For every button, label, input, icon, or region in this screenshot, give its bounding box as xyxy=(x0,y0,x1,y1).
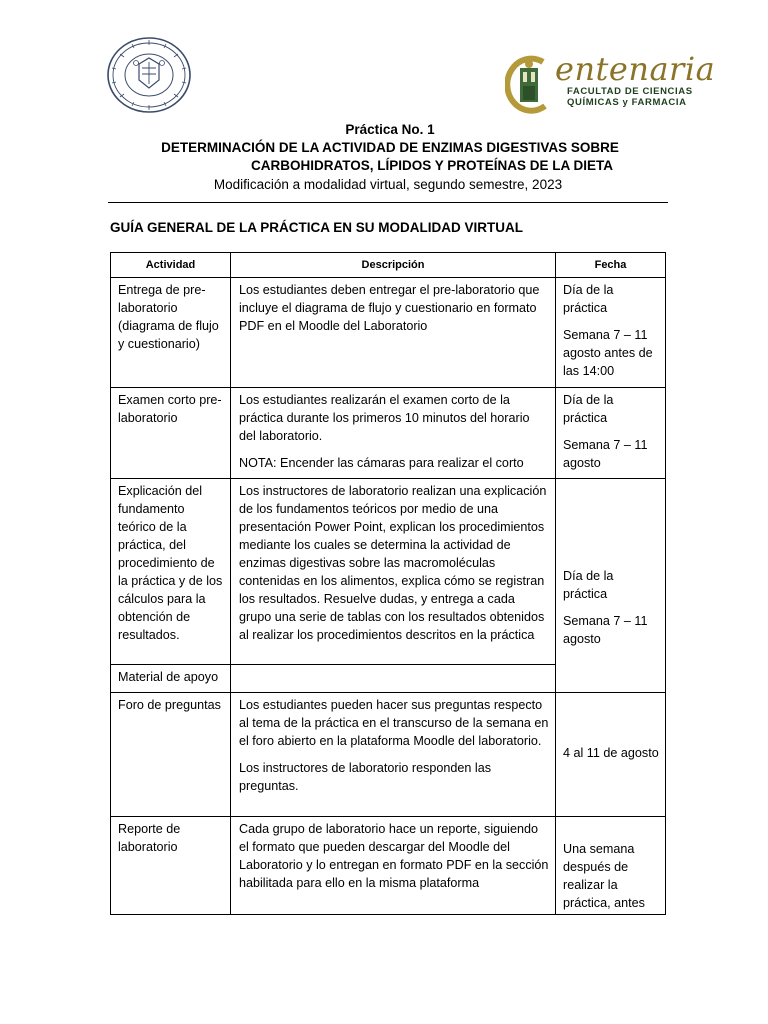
description-text: Los instructores de laboratorio responden las preguntas. xyxy=(239,761,492,793)
table-header-row xyxy=(111,253,666,278)
description-text: Los estudiantes realizarán el examen corto de la práctica durante los primeros 10 minutos del horario del laboratorio. xyxy=(239,393,530,443)
logo-faculty-line1: FACULTAD DE CIENCIAS xyxy=(567,86,693,97)
date-text: 4 al 11 de agosto xyxy=(563,746,659,760)
logo-brand-text: entenaria xyxy=(555,50,716,88)
description-text: Cada grupo de laboratorio hace un reporte, siguiendo el formato que pueden descargar del Moodle del Laboratorio y lo entregan en formato PDF en la sección habilitada para ello en la misma plataforma xyxy=(239,822,549,890)
date-cell xyxy=(556,479,666,693)
description-cell xyxy=(231,388,556,479)
activity-cell: Foro de preguntas xyxy=(111,693,231,817)
column-header-date: Fecha xyxy=(556,253,666,278)
centenaria-faculty-logo xyxy=(505,50,716,116)
table-row xyxy=(111,479,666,665)
activity-cell: Explicación del fundamento teórico de la práctica, del procedimiento de la práctica y de los cálculos para la obtención de resultados. xyxy=(111,479,231,665)
date-text: Día de la práctica xyxy=(563,283,614,315)
activity-cell: Examen corto pre-laboratorio xyxy=(111,388,231,479)
description-cell xyxy=(231,693,556,817)
date-text: Semana 7 – 11 agosto xyxy=(563,614,648,646)
practice-number: Práctica No. 1 xyxy=(345,122,435,137)
date-text: Semana 7 – 11 agosto xyxy=(563,438,648,470)
description-text: Los estudiantes deben entregar el pre-laboratorio que incluye el diagrama de flujo y cuestionario en formato PDF en el Moodle del Laboratorio xyxy=(239,283,540,333)
table-row xyxy=(111,693,666,817)
section-title: GUÍA GENERAL DE LA PRÁCTICA EN SU MODALIDAD VIRTUAL xyxy=(110,220,524,235)
activity-cell: Entrega de pre-laboratorio (diagrama de flujo y cuestionario) xyxy=(111,278,231,388)
description-cell xyxy=(231,278,556,388)
date-text: Día de la práctica xyxy=(563,393,614,425)
date-text: Día de la práctica xyxy=(563,569,614,601)
date-text: Una semana después de realizar la práctica, antes xyxy=(563,842,645,910)
date-cell xyxy=(556,817,666,915)
university-seal-logo xyxy=(106,36,192,114)
centenaria-emblem-icon xyxy=(505,50,555,116)
description-cell xyxy=(231,479,556,665)
description-note: NOTA: Encender las cámaras para realizar el corto xyxy=(239,456,524,470)
description-text: Los estudiantes pueden hacer sus preguntas respecto al tema de la práctica en el transcurso de la semana en el foro abierto en la plataforma Moodle del laboratorio. xyxy=(239,698,549,748)
date-cell xyxy=(556,278,666,388)
logo-faculty-line2: QUÍMICAS y FARMACIA xyxy=(567,97,687,108)
practice-guide-table xyxy=(110,252,666,915)
table-row xyxy=(111,817,666,915)
document-title-line1: DETERMINACIÓN DE LA ACTIVIDAD DE ENZIMAS DIGESTIVAS SOBRE xyxy=(161,140,619,155)
column-header-description: Descripción xyxy=(231,253,556,278)
activity-cell: Reporte de laboratorio xyxy=(111,817,231,915)
description-cell xyxy=(231,817,556,915)
date-text: Semana 7 – 11 agosto antes de las 14:00 xyxy=(563,328,653,378)
table-row xyxy=(111,388,666,479)
date-cell xyxy=(556,693,666,817)
activity-cell: Material de apoyo xyxy=(111,665,231,693)
description-cell-empty xyxy=(231,665,556,693)
document-title-line2: CARBOHIDRATOS, LÍPIDOS Y PROTEÍNAS DE LA DIETA xyxy=(250,158,614,173)
column-header-activity: Actividad xyxy=(111,253,231,278)
table-row xyxy=(111,278,666,388)
date-cell xyxy=(556,388,666,479)
header-divider xyxy=(108,202,668,203)
description-text: Los instructores de laboratorio realizan una explicación de los fundamentos teóricos por medio de una presentación Power Point, explican los procedimientos mediante los cuales se determina la actividad de enzimas digestivas sobre las macromoléculas contenidas en los alimentos, explica cómo se registran los resultados. Resuelve dudas, y entrega a cada grupo una serie de tablas con los resultados obtenidos al realizar los procedimientos descritos en la práctica xyxy=(239,484,547,642)
document-subtitle: Modificación a modalidad virtual, segundo semestre, 2023 xyxy=(213,177,563,192)
